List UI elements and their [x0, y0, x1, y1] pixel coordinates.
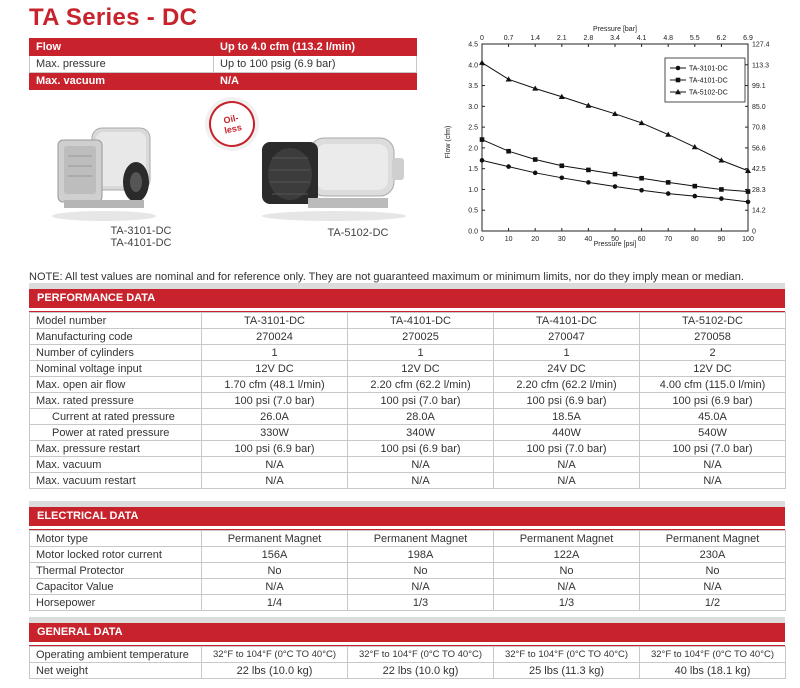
- x2-tick-label: 2.8: [583, 35, 594, 42]
- caption-line: TA-3101-DC: [110, 225, 172, 237]
- y2-tick-label: 113.3: [752, 62, 769, 70]
- spec-row-max-vacuum: [30, 73, 417, 90]
- x-tick-label: 0: [480, 236, 484, 243]
- y-tick-label: 1.5: [468, 166, 478, 174]
- y-tick-label: 3.0: [468, 103, 478, 111]
- data-point: [560, 176, 565, 181]
- row-value: 1/4: [202, 595, 348, 611]
- row-value: 340W: [348, 425, 494, 441]
- x-tick-label: 80: [690, 236, 699, 243]
- table-row: [30, 345, 786, 361]
- row-value: 270024: [202, 329, 348, 345]
- row-value: 100 psi (6.9 bar): [640, 393, 786, 409]
- row-value: 122A: [494, 547, 640, 563]
- page-title: TA Series - DC: [29, 4, 198, 31]
- table-row: [30, 425, 786, 441]
- performance-header: PERFORMANCE DATA: [29, 289, 785, 308]
- pump-image-ta-5102-dc: [252, 128, 412, 224]
- x-tick-label: 100: [742, 236, 754, 243]
- y2-tick-label: 99.1: [752, 83, 766, 91]
- row-label: Max. rated pressure: [30, 393, 202, 409]
- table-row: [30, 579, 786, 595]
- data-point: [639, 188, 644, 193]
- row-value: 26.0A: [202, 409, 348, 425]
- y2-tick-label: 127.4: [752, 41, 770, 49]
- x-tick-label: 70: [664, 236, 673, 243]
- row-value: 1/3: [494, 595, 640, 611]
- table-row: [30, 361, 786, 377]
- row-value: N/A: [494, 579, 640, 595]
- row-label: Operating ambient temperature: [30, 647, 202, 663]
- row-value: N/A: [348, 579, 494, 595]
- row-value: 156A: [202, 547, 348, 563]
- y2-tick-label: 28.3: [752, 186, 766, 194]
- x-tick-label: 30: [557, 236, 566, 243]
- spec-value: Up to 4.0 cfm (113.2 l/min): [214, 39, 417, 56]
- row-value: 270025: [348, 329, 494, 345]
- row-value: 28.0A: [348, 409, 494, 425]
- y-tick-label: 2.5: [468, 124, 478, 132]
- spec-value: Up to 100 psig (6.9 bar): [214, 56, 417, 73]
- row-value: 1: [348, 345, 494, 361]
- data-point: [676, 66, 681, 71]
- row-value: N/A: [202, 457, 348, 473]
- pump-caption: [318, 227, 398, 239]
- spec-label: Max. vacuum: [30, 73, 214, 90]
- data-point: [506, 164, 511, 169]
- series-ta-3101-dc: [480, 158, 751, 204]
- spec-row-flow: [30, 39, 417, 56]
- row-label: Motor type: [30, 531, 202, 547]
- x2-tick-label: 3.4: [610, 35, 620, 42]
- row-label: Max. vacuum: [30, 457, 202, 473]
- row-label: Manufacturing code: [30, 329, 202, 345]
- data-point: [718, 157, 724, 162]
- y-tick-label: 0.5: [468, 207, 478, 215]
- x2-tick-label: 6.9: [743, 35, 753, 42]
- spec-summary-table: [29, 38, 417, 90]
- row-value: N/A: [348, 457, 494, 473]
- row-value: N/A: [640, 473, 786, 489]
- data-point: [586, 168, 591, 173]
- table-row: [30, 531, 786, 547]
- row-label: Nominal voltage input: [30, 361, 202, 377]
- data-point: [719, 196, 724, 201]
- row-value: 22 lbs (10.0 kg): [348, 663, 494, 679]
- row-value: 12V DC: [202, 361, 348, 377]
- table-row: [30, 563, 786, 579]
- x2-tick-label: 5.5: [689, 35, 700, 42]
- row-value: 230A: [640, 547, 786, 563]
- row-value: 270047: [494, 329, 640, 345]
- row-value: N/A: [202, 579, 348, 595]
- data-point: [560, 163, 565, 168]
- row-value: Permanent Magnet: [494, 531, 640, 547]
- row-value: 2.20 cfm (62.2 l/min): [494, 377, 640, 393]
- spec-label: Max. pressure: [30, 56, 214, 73]
- table-row: [30, 329, 786, 345]
- row-value: 100 psi (7.0 bar): [640, 441, 786, 457]
- spec-row-max-pressure: [30, 56, 417, 73]
- data-point: [693, 194, 698, 199]
- row-label: Number of cylinders: [30, 345, 202, 361]
- row-label: Net weight: [30, 663, 202, 679]
- data-point: [586, 180, 591, 185]
- row-value: 198A: [348, 547, 494, 563]
- caption-line: TA-5102-DC: [327, 227, 389, 239]
- row-value: 12V DC: [348, 361, 494, 377]
- row-value: 100 psi (7.0 bar): [202, 393, 348, 409]
- flow-pressure-chart: [428, 14, 784, 266]
- caption-line: TA-4101-DC: [110, 237, 172, 249]
- row-value: 1.70 cfm (48.1 l/min): [202, 377, 348, 393]
- row-label: Horsepower: [30, 595, 202, 611]
- row-value: 100 psi (6.9 bar): [202, 441, 348, 457]
- general-header: GENERAL DATA: [29, 623, 785, 642]
- data-point: [666, 191, 671, 196]
- data-point: [693, 184, 698, 189]
- row-value: No: [494, 563, 640, 579]
- row-value: TA-4101-DC: [348, 313, 494, 329]
- row-value: 32°F to 104°F (0°C TO 40°C): [348, 647, 494, 663]
- y-tick-label: 1.0: [468, 186, 478, 194]
- row-value: 32°F to 104°F (0°C TO 40°C): [202, 647, 348, 663]
- legend-label: TA-5102-DC: [689, 89, 728, 97]
- row-value: N/A: [348, 473, 494, 489]
- data-point: [719, 187, 724, 192]
- data-point: [613, 184, 618, 189]
- disclaimer-note: NOTE: All test values are nominal and for reference only. They are not guaranteed maximum or minimum limits, nor do they imply mean or median.: [29, 271, 744, 283]
- row-value: No: [348, 563, 494, 579]
- data-point: [746, 200, 751, 205]
- general-table: [29, 646, 786, 679]
- x2-tick-label: 2.1: [556, 35, 567, 42]
- row-label: Current at rated pressure: [30, 409, 202, 425]
- table-row: [30, 393, 786, 409]
- x-tick-label: 90: [717, 236, 726, 243]
- pump-caption: [96, 225, 186, 249]
- row-value: TA-4101-DC: [494, 313, 640, 329]
- data-point: [480, 137, 485, 142]
- spec-value: N/A: [214, 73, 417, 90]
- row-value: No: [640, 563, 786, 579]
- row-value: 32°F to 104°F (0°C TO 40°C): [494, 647, 640, 663]
- table-row: [30, 377, 786, 393]
- row-value: 540W: [640, 425, 786, 441]
- legend-label: TA-3101-DC: [689, 65, 728, 73]
- y-tick-label: 2.0: [468, 145, 478, 153]
- row-value: 2.20 cfm (62.2 l/min): [348, 377, 494, 393]
- row-value: N/A: [640, 457, 786, 473]
- performance-table: [29, 312, 786, 489]
- series-line: [482, 160, 748, 202]
- row-value: 440W: [494, 425, 640, 441]
- row-label: Thermal Protector: [30, 563, 202, 579]
- badge-line: Oil-: [222, 112, 240, 126]
- row-value: 24V DC: [494, 361, 640, 377]
- legend-label: TA-4101-DC: [689, 77, 728, 85]
- row-value: TA-5102-DC: [640, 313, 786, 329]
- pump-image-ta-3101-dc: [44, 116, 162, 224]
- y2-tick-label: 70.8: [752, 124, 766, 132]
- data-point: [676, 78, 681, 83]
- table-row: [30, 547, 786, 563]
- electrical-table: [29, 530, 786, 611]
- x-tick-label: 60: [637, 236, 646, 243]
- y-tick-label: 4.0: [468, 62, 478, 70]
- chart-y-axis-label: Flow (cfm): [445, 125, 452, 159]
- row-value: 40 lbs (18.1 kg): [640, 663, 786, 679]
- x-tick-label: 50: [611, 236, 619, 243]
- x2-tick-label: 4.1: [636, 35, 647, 42]
- row-label: Power at rated pressure: [30, 425, 202, 441]
- row-label: Max. open air flow: [30, 377, 202, 393]
- x2-tick-label: 0: [480, 35, 484, 42]
- spec-label: Flow: [30, 39, 214, 56]
- data-point: [666, 180, 671, 185]
- y2-tick-label: 0: [752, 228, 756, 236]
- row-value: 100 psi (6.9 bar): [348, 441, 494, 457]
- table-row: [30, 409, 786, 425]
- badge-line: less: [223, 122, 243, 136]
- row-value: Permanent Magnet: [640, 531, 786, 547]
- row-value: 45.0A: [640, 409, 786, 425]
- row-value: 32°F to 104°F (0°C TO 40°C): [640, 647, 786, 663]
- row-label: Max. pressure restart: [30, 441, 202, 457]
- data-point: [506, 149, 511, 154]
- row-value: No: [202, 563, 348, 579]
- y-tick-label: 3.5: [468, 83, 478, 91]
- chart-x2-axis-label: Pressure [bar]: [593, 26, 637, 33]
- row-value: 22 lbs (10.0 kg): [202, 663, 348, 679]
- row-label: Motor locked rotor current: [30, 547, 202, 563]
- row-value: 270058: [640, 329, 786, 345]
- row-value: Permanent Magnet: [348, 531, 494, 547]
- data-point: [506, 76, 512, 81]
- x2-tick-label: 0.7: [503, 35, 514, 42]
- table-row: [30, 313, 786, 329]
- table-row: [30, 457, 786, 473]
- chart-x-axis-label: Pressure [psi]: [593, 241, 637, 248]
- table-row: [30, 473, 786, 489]
- y2-tick-label: 85.0: [752, 103, 766, 111]
- table-row: [30, 663, 786, 679]
- row-value: 100 psi (7.0 bar): [494, 441, 640, 457]
- row-value: 1: [202, 345, 348, 361]
- row-value: 1/2: [640, 595, 786, 611]
- data-point: [639, 176, 644, 181]
- y2-tick-label: 42.5: [752, 166, 766, 174]
- data-point: [533, 171, 538, 176]
- row-value: N/A: [494, 473, 640, 489]
- y2-tick-label: 56.6: [752, 145, 766, 153]
- row-value: 2: [640, 345, 786, 361]
- row-value: N/A: [640, 579, 786, 595]
- row-label: Max. vacuum restart: [30, 473, 202, 489]
- data-point: [746, 189, 751, 194]
- row-value: 12V DC: [640, 361, 786, 377]
- row-value: 25 lbs (11.3 kg): [494, 663, 640, 679]
- x2-tick-label: 6.2: [716, 35, 727, 42]
- table-row: [30, 595, 786, 611]
- row-value: Permanent Magnet: [202, 531, 348, 547]
- row-value: 100 psi (7.0 bar): [348, 393, 494, 409]
- x2-tick-label: 4.8: [663, 35, 674, 42]
- data-point: [480, 158, 485, 163]
- row-value: N/A: [494, 457, 640, 473]
- data-point: [533, 157, 538, 162]
- y-tick-label: 0.0: [468, 228, 478, 236]
- row-value: N/A: [202, 473, 348, 489]
- x-tick-label: 40: [584, 236, 593, 243]
- y-tick-label: 4.5: [468, 41, 478, 49]
- data-point: [613, 172, 618, 177]
- row-value: 18.5A: [494, 409, 640, 425]
- table-row: [30, 647, 786, 663]
- data-point: [479, 60, 485, 65]
- row-value: 1: [494, 345, 640, 361]
- row-value: 100 psi (6.9 bar): [494, 393, 640, 409]
- x2-tick-label: 1.4: [530, 35, 541, 42]
- y2-tick-label: 14.2: [752, 207, 766, 215]
- electrical-header: ELECTRICAL DATA: [29, 507, 785, 526]
- series-line: [482, 140, 748, 192]
- row-value: 4.00 cfm (115.0 l/min): [640, 377, 786, 393]
- table-row: [30, 441, 786, 457]
- row-value: 330W: [202, 425, 348, 441]
- row-label: Capacitor Value: [30, 579, 202, 595]
- row-value: 1/3: [348, 595, 494, 611]
- x-tick-label: 10: [504, 236, 513, 243]
- row-value: TA-3101-DC: [202, 313, 348, 329]
- chart-legend: [665, 58, 745, 102]
- data-point: [692, 144, 698, 149]
- row-label: Model number: [30, 313, 202, 329]
- x-tick-label: 20: [531, 236, 540, 243]
